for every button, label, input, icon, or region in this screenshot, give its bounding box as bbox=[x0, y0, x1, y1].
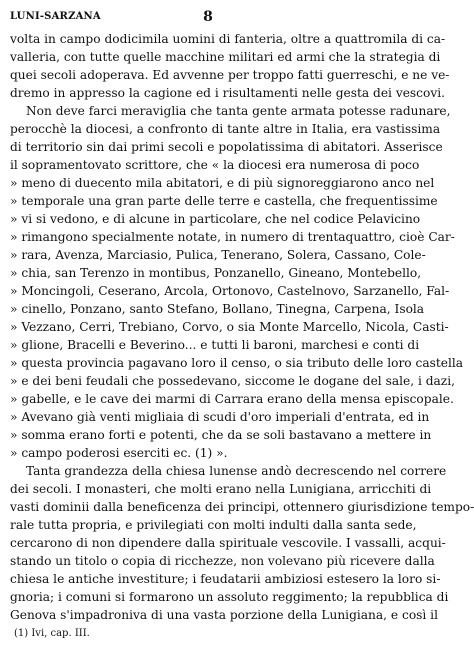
text-line: stando un titolo o copia di ricchezze, non volevano più ricevere dalla bbox=[10, 554, 435, 568]
quoted-line: » Moncingoli, Ceserano, Arcola, Ortonovo, Castelnovo, Sarzanello, Fal- bbox=[10, 284, 450, 298]
quoted-line: » rimangono specialmente notate, in numero di trentaquattro, cioè Car- bbox=[10, 230, 455, 244]
running-head bbox=[10, 9, 406, 27]
text-line: perocchè la diocesi, a confronto di tante altre in Italia, era vastissima bbox=[10, 122, 441, 136]
text-line: rale tutta propria, e privilegiati con molti indulti dalla santa sede, bbox=[10, 518, 417, 532]
text-line: Non deve farci meraviglia che tanta gente armata potesse radunare, bbox=[26, 104, 451, 118]
text-line: volta in campo dodicimila uomini di fanteria, oltre a quattromila di ca- bbox=[10, 32, 446, 46]
text-line: Genova s'impadroniva di una vasta porzione della Lunigiana, e così il bbox=[10, 608, 438, 622]
text-line: valleria, con tutte quelle macchine militari ed armi che la strategia di bbox=[10, 50, 441, 64]
text-line: cercarono di non dipendere dalla spirituale vescovile. I vassalli, acqui- bbox=[10, 536, 446, 550]
text-line: il sopramentovato scrittore, che « la diocesi era numerosa di poco bbox=[10, 158, 420, 172]
quoted-line: » campo poderosi eserciti ec. (1) ». bbox=[10, 446, 228, 460]
text-line: gnoria; i comuni si formarono un assoluto reggimento; la repubblica di bbox=[10, 590, 449, 604]
quoted-line: » temporale una gran parte delle terre e castella, che frequentissime bbox=[10, 194, 438, 208]
quoted-line: » gabelle, e le cave dei marmi di Carrara erano della mensa episcopale. bbox=[10, 392, 454, 406]
footnote: (1) Ivi, cap. III. bbox=[14, 628, 90, 639]
text-line: vasti dominii dalla beneficenza dei principi, ottennero giurisdizione tempo- bbox=[10, 500, 474, 514]
quoted-line: » vi si vedono, e di alcune in particolare, che nel codice Pelavicino bbox=[10, 212, 421, 226]
quoted-line: » Avevano già venti migliaia di scudi d'oro imperiali d'entrata, ed in bbox=[10, 410, 430, 424]
quoted-line: » questa provincia pagavano loro il censo, o sia tributo delle loro castella bbox=[10, 356, 464, 370]
text-line: chiesa le antiche investiture; i feudatarii ambiziosi estesero la loro si- bbox=[10, 572, 441, 586]
running-head-title: LUNI-SARZANA bbox=[10, 11, 101, 22]
quoted-line: » glione, Bracelli e Beverino... e tutti li baroni, marchesi e conti di bbox=[10, 338, 420, 352]
text-line: dei secoli. I monasteri, che molti erano nella Lunigiana, arricchiti di bbox=[10, 482, 432, 496]
quoted-line: » rara, Avenza, Marciasio, Pulica, Tenerano, Solera, Cassano, Cole- bbox=[10, 248, 426, 262]
text-line: quei secoli adoperava. Ed avvenne per troppo fatti guerreschi, e ne ve- bbox=[10, 68, 450, 82]
quoted-line: » Vezzano, Cerri, Trebiano, Corvo, o sia Monte Marcello, Nicola, Casti- bbox=[10, 320, 449, 334]
text-line: di territorio sin dai primi secoli e popolatissima di abitatori. Asserisce bbox=[10, 140, 443, 154]
quoted-line: » e dei beni feudali che possedevano, siccome le dogane del sale, i dazi, bbox=[10, 374, 455, 388]
quoted-line: » meno di duecento mila abitatori, e di più signoreggiarono anco nel bbox=[10, 176, 435, 190]
page-number: 8 bbox=[203, 9, 213, 25]
quoted-line: » cinello, Ponzano, santo Stefano, Bollano, Tinegna, Carpena, Isola bbox=[10, 302, 425, 316]
text-line: Tanta grandezza della chiesa lunense andò decrescendo nel correre bbox=[26, 464, 447, 478]
text-line: dremo in appresso la cagione ed i risultamenti nelle gesta dei vescovi. bbox=[10, 86, 446, 100]
quoted-line: » somma erano forti e potenti, che da se soli bastavano a mettere in bbox=[10, 428, 432, 442]
quoted-line: » chia, san Terenzo in montibus, Ponzanello, Gineano, Montebello, bbox=[10, 266, 422, 280]
